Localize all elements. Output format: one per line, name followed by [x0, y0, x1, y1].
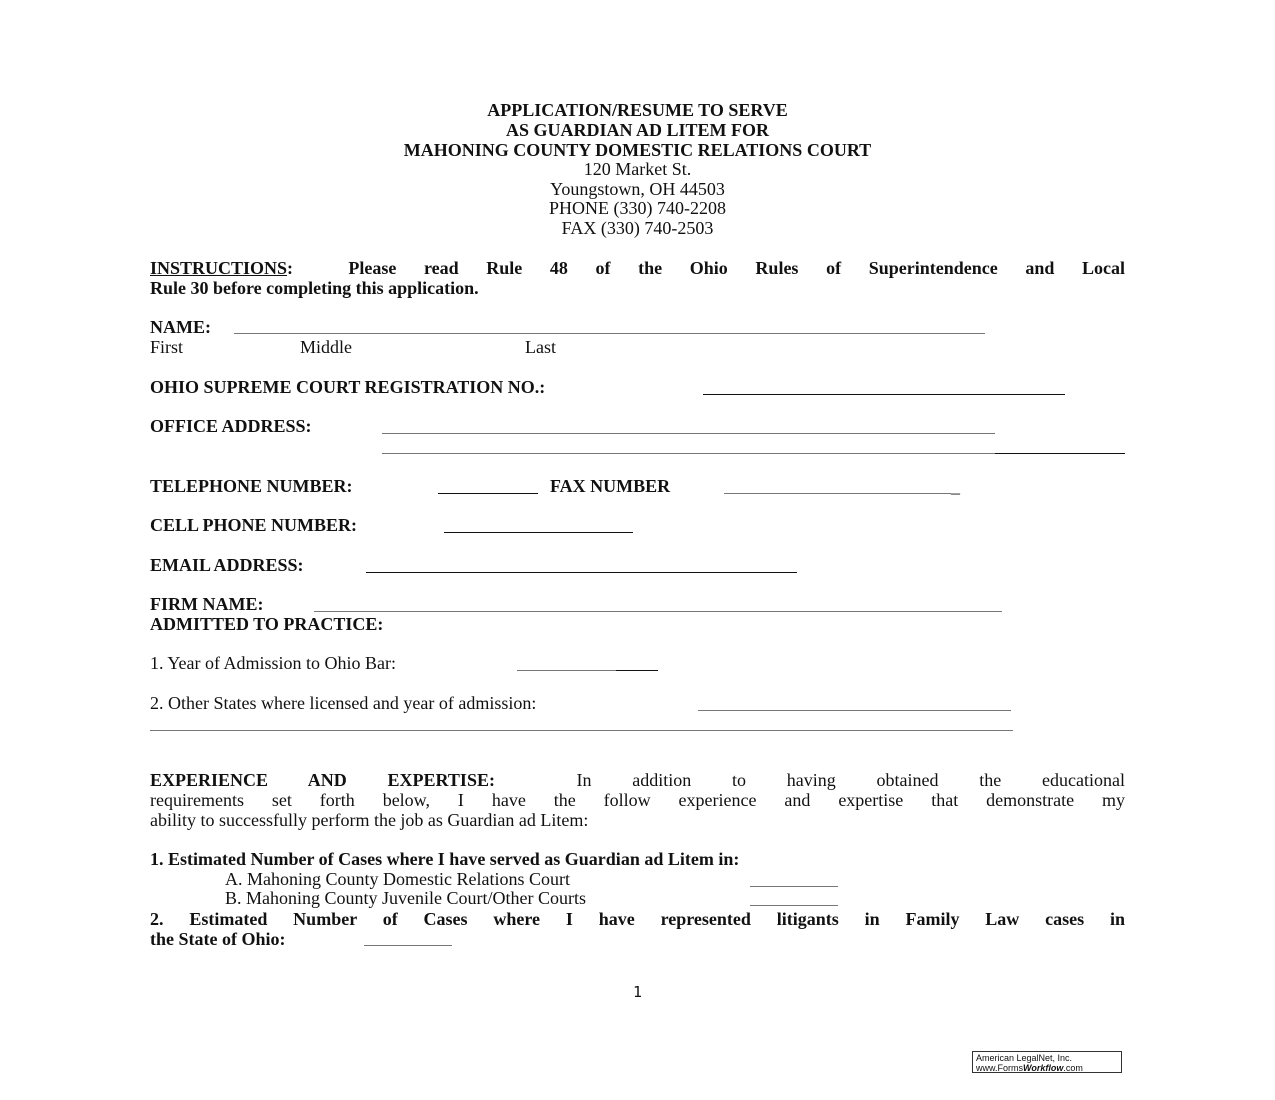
year-admission-field-extension[interactable]: [616, 670, 658, 671]
title-line-3: MAHONING COUNTY DOMESTIC RELATIONS COURT: [403, 140, 872, 160]
email-label: EMAIL ADDRESS:: [150, 555, 304, 575]
office-address-field-1[interactable]: [382, 433, 995, 434]
juvenile-court-label: B. Mahoning County Juvenile Court/Other Courts: [225, 888, 586, 908]
domestic-relations-court-label: A. Mahoning County Domestic Relations Court: [225, 869, 570, 889]
instructions-line-2: Rule 30 before completing this application.: [150, 278, 479, 298]
registration-label: OHIO SUPREME COURT REGISTRATION NO.:: [150, 377, 546, 397]
experience-label: EXPERIENCE AND EXPERTISE:: [150, 770, 495, 790]
experience-line-2: requirements set forth below, I have the follow experience and expertise that demonstrate my: [150, 790, 1125, 810]
title-line-2: AS GUARDIAN AD LITEM FOR: [505, 120, 770, 140]
other-states-label: 2. Other States where licensed and year of admission:: [150, 693, 537, 713]
fax-field[interactable]: [724, 493, 951, 494]
cell-phone-label: CELL PHONE NUMBER:: [150, 515, 358, 535]
name-field[interactable]: [234, 333, 985, 334]
registration-field[interactable]: [703, 394, 1065, 395]
name-first-caption: First: [150, 337, 184, 357]
instructions-line-1: [150, 258, 1125, 278]
page-number: 1: [632, 983, 643, 1001]
title-line-1: APPLICATION/RESUME TO SERVE: [487, 100, 788, 120]
fax-label: FAX NUMBER: [550, 476, 671, 496]
cell-phone-field[interactable]: [444, 532, 633, 533]
other-states-field-2[interactable]: [150, 730, 1013, 731]
office-address-field-2[interactable]: [382, 453, 995, 454]
family-law-cases-line-2: the State of Ohio:: [150, 929, 286, 949]
publisher-url: [976, 1063, 1118, 1073]
name-middle-caption: Middle: [300, 337, 352, 357]
experience-line-3: ability to successfully perform the job as Guardian ad Litem:: [150, 810, 589, 830]
court-fax: FAX (330) 740-2503: [561, 218, 714, 238]
experience-text-1: In addition to having obtained the educational: [576, 770, 1125, 790]
publisher-badge: [972, 1051, 1122, 1073]
family-law-cases-line-1: 2. Estimated Number of Cases where I have represented litigants in Family Law cases in: [150, 909, 1125, 929]
court-phone: PHONE (330) 740-2208: [549, 198, 726, 218]
telephone-label: TELEPHONE NUMBER:: [150, 476, 353, 496]
juvenile-court-cases-field[interactable]: [750, 905, 838, 906]
name-label: NAME:: [150, 317, 211, 337]
admitted-to-practice-label: ADMITTED TO PRACTICE:: [150, 614, 384, 634]
guardian-cases-heading: 1. Estimated Number of Cases where I have served as Guardian ad Litem in:: [150, 849, 740, 869]
publisher-url-prefix: www.Forms: [976, 1063, 1023, 1073]
other-states-field-1[interactable]: [698, 710, 1011, 711]
office-address-label: OFFICE ADDRESS:: [150, 416, 312, 436]
instructions-colon: :: [287, 258, 294, 278]
name-last-caption: Last: [525, 337, 556, 357]
email-field[interactable]: [366, 572, 797, 573]
office-address-field-2-extension[interactable]: [995, 453, 1125, 454]
fax-field-trailing: _: [951, 476, 960, 496]
experience-line-1: [150, 770, 1125, 790]
court-city: Youngstown, OH 44503: [550, 179, 725, 199]
publisher-url-italic: Workflow: [1023, 1063, 1064, 1073]
telephone-field[interactable]: [438, 493, 538, 494]
publisher-name: American LegalNet, Inc.: [976, 1053, 1073, 1063]
year-admission-field[interactable]: [517, 670, 616, 671]
firm-name-field[interactable]: [314, 611, 1002, 612]
court-street: 120 Market St.: [583, 159, 692, 179]
firm-name-label: FIRM NAME:: [150, 594, 264, 614]
instructions-text-1: Please read Rule 48 of the Ohio Rules of Superintendence and Local: [348, 258, 1126, 278]
domestic-relations-cases-field[interactable]: [750, 886, 838, 887]
instructions-label: INSTRUCTIONS: [150, 258, 288, 278]
publisher-url-suffix: .com: [1063, 1063, 1083, 1073]
family-law-cases-field[interactable]: [364, 945, 452, 946]
year-admission-label: 1. Year of Admission to Ohio Bar:: [150, 653, 397, 673]
